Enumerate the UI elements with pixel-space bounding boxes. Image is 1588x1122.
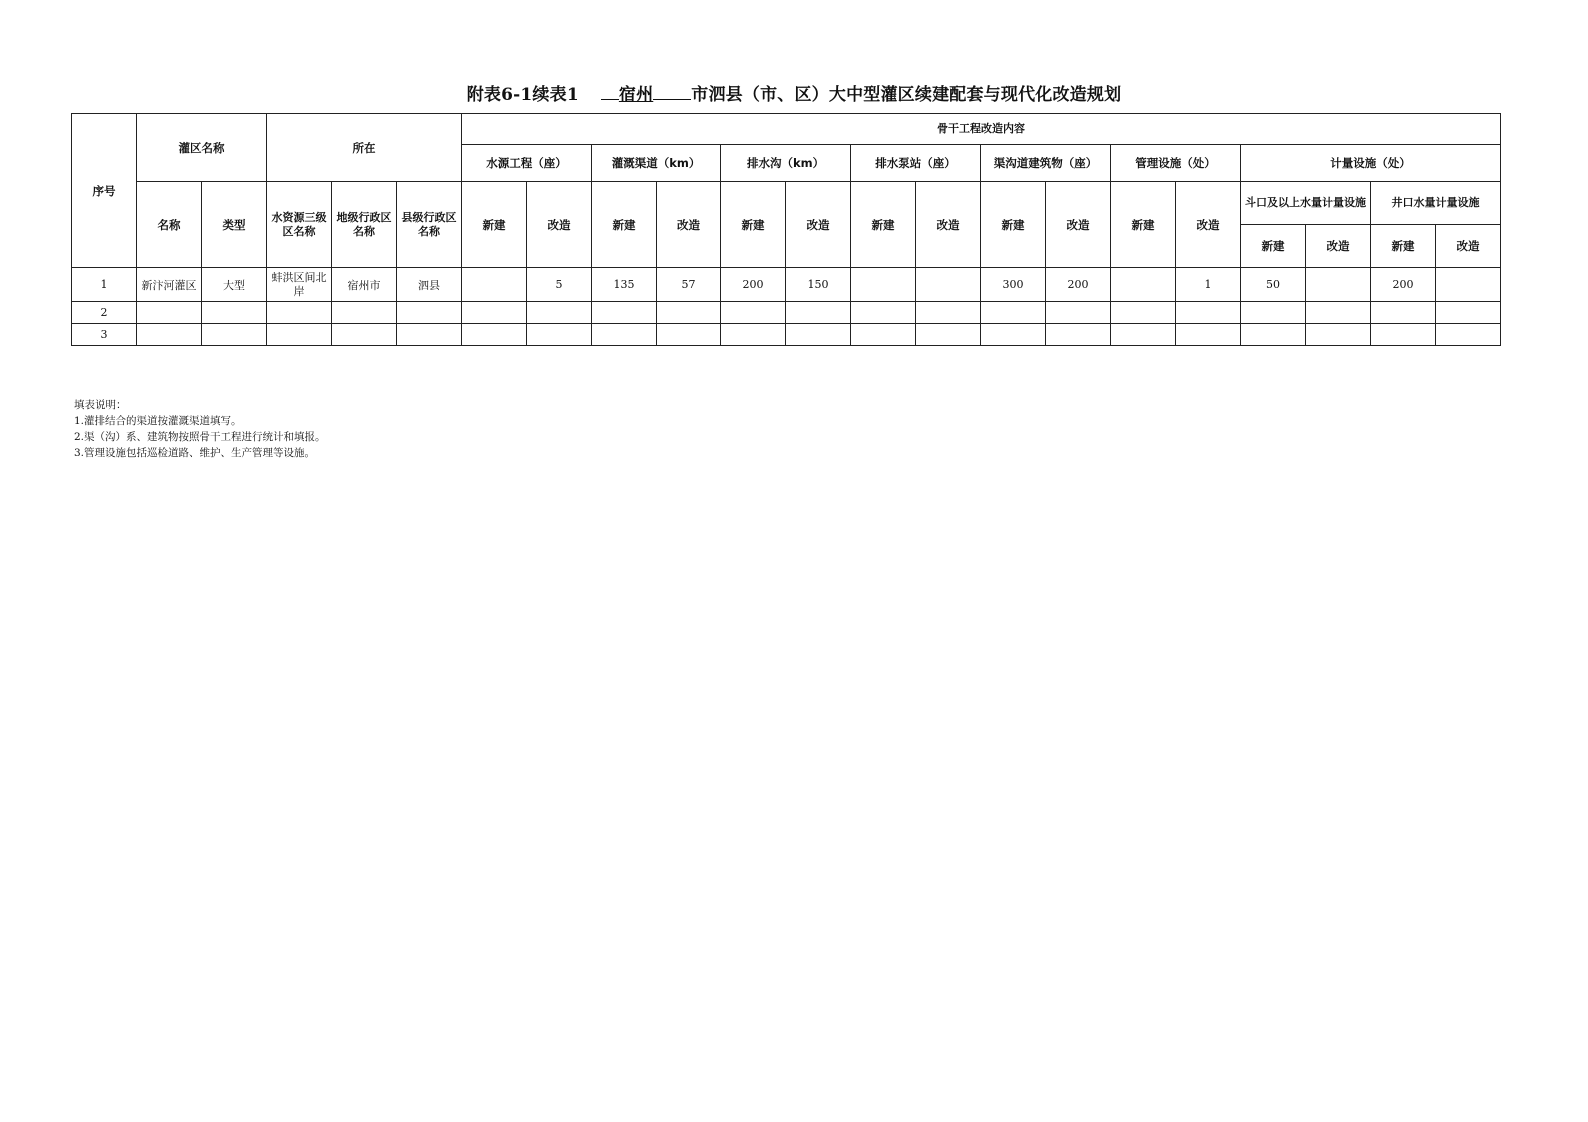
cell-ic-new	[592, 302, 657, 324]
cell-name	[137, 324, 202, 346]
cell-mg-new	[1111, 268, 1176, 302]
cell-mg-renovate	[1176, 324, 1241, 346]
cell-prefecture	[332, 302, 397, 324]
notes-heading: 填表说明：	[74, 399, 127, 411]
header-dp-new: 新建	[851, 182, 916, 268]
cell-dp-new	[851, 302, 916, 324]
cell-md-renovate	[1306, 324, 1371, 346]
header-irrigation-area-name: 灌区名称	[137, 114, 267, 182]
cell-county: 泗县	[397, 268, 462, 302]
header-md-new: 新建	[1241, 225, 1306, 268]
cell-prefecture: 宿州市	[332, 268, 397, 302]
header-dd-renovate: 改造	[786, 182, 851, 268]
cell-md-renovate	[1306, 268, 1371, 302]
cell-county	[397, 302, 462, 324]
header-water-source: 水源工程（座）	[462, 145, 592, 182]
cell-dd-renovate: 150	[786, 268, 851, 302]
plan-table	[71, 113, 1501, 346]
header-canal-buildings: 渠沟道建筑物（座）	[981, 145, 1111, 182]
header-drainage-pump: 排水泵站（座）	[851, 145, 981, 182]
cell-dp-new	[851, 268, 916, 302]
header-ws-new: 新建	[462, 182, 527, 268]
header-management: 管理设施（处）	[1111, 145, 1241, 182]
header-seq: 序号	[72, 114, 137, 268]
header-mw-renovate: 改造	[1436, 225, 1501, 268]
cell-seq: 2	[72, 302, 137, 324]
cell-ic-new	[592, 324, 657, 346]
cell-name	[137, 302, 202, 324]
header-prefecture-admin: 地级行政区名称	[332, 182, 397, 268]
note-item: 1.灌排结合的渠道按灌溉渠道填写。	[74, 415, 242, 427]
title-blank-right	[653, 99, 691, 100]
title-blank-left	[601, 99, 619, 100]
cell-dd-renovate	[786, 302, 851, 324]
cell-ws-renovate	[527, 302, 592, 324]
cell-mw-renovate	[1436, 302, 1501, 324]
cell-type	[202, 324, 267, 346]
cell-md-new: 50	[1241, 268, 1306, 302]
header-mw-new: 新建	[1371, 225, 1436, 268]
cell-ic-renovate	[657, 324, 721, 346]
cell-cb-renovate	[1046, 324, 1111, 346]
cell-seq: 1	[72, 268, 137, 302]
header-water-resource-zone: 水资源三级区名称	[267, 182, 332, 268]
cell-dp-renovate	[916, 324, 981, 346]
header-mg-renovate: 改造	[1176, 182, 1241, 268]
cell-cb-new	[981, 324, 1046, 346]
title-prefix: 附表6-1续表1	[466, 85, 579, 105]
cell-mg-new	[1111, 302, 1176, 324]
cell-mw-new	[1371, 324, 1436, 346]
cell-zone	[267, 302, 332, 324]
header-ic-renovate: 改造	[657, 182, 721, 268]
note-item: 2.渠（沟）系、建筑物按照骨干工程进行统计和填报。	[74, 431, 326, 443]
cell-ws-new	[462, 302, 527, 324]
cell-mw-renovate	[1436, 268, 1501, 302]
page-title	[0, 80, 1588, 105]
cell-mg-new	[1111, 324, 1176, 346]
cell-county	[397, 324, 462, 346]
cell-md-new	[1241, 302, 1306, 324]
header-metering-well: 井口水量计量设施	[1371, 182, 1501, 225]
cell-prefecture	[332, 324, 397, 346]
cell-dp-new	[851, 324, 916, 346]
cell-cb-renovate	[1046, 302, 1111, 324]
header-county-admin: 县级行政区名称	[397, 182, 462, 268]
header-dp-renovate: 改造	[916, 182, 981, 268]
header-md-renovate: 改造	[1306, 225, 1371, 268]
cell-mw-renovate	[1436, 324, 1501, 346]
header-mg-new: 新建	[1111, 182, 1176, 268]
cell-mg-renovate: 1	[1176, 268, 1241, 302]
cell-dd-new: 200	[721, 268, 786, 302]
title-city: 宿州	[618, 85, 654, 105]
header-metering: 计量设施（处）	[1241, 145, 1501, 182]
table-row	[72, 268, 1501, 302]
cell-ws-new	[462, 268, 527, 302]
cell-type	[202, 302, 267, 324]
cell-mg-renovate	[1176, 302, 1241, 324]
cell-ic-renovate: 57	[657, 268, 721, 302]
cell-dd-renovate	[786, 324, 851, 346]
cell-ic-renovate	[657, 302, 721, 324]
header-drainage-ditch: 排水沟（km）	[721, 145, 851, 182]
cell-mw-new	[1371, 302, 1436, 324]
cell-cb-renovate: 200	[1046, 268, 1111, 302]
header-dd-new: 新建	[721, 182, 786, 268]
cell-name: 新汴河灌区	[137, 268, 202, 302]
table-row	[72, 324, 1501, 346]
cell-cb-new	[981, 302, 1046, 324]
cell-ws-renovate: 5	[527, 268, 592, 302]
cell-dp-renovate	[916, 268, 981, 302]
cell-dd-new	[721, 302, 786, 324]
header-ws-renovate: 改造	[527, 182, 592, 268]
header-ic-new: 新建	[592, 182, 657, 268]
cell-ic-new: 135	[592, 268, 657, 302]
cell-dd-new	[721, 324, 786, 346]
cell-type: 大型	[202, 268, 267, 302]
title-suffix: 市泗县（市、区）大中型灌区续建配套与现代化改造规划	[691, 85, 1122, 105]
cell-zone	[267, 324, 332, 346]
header-location: 所在	[267, 114, 462, 182]
cell-zone: 蚌洪区间北岸	[267, 268, 332, 302]
header-name: 名称	[137, 182, 202, 268]
cell-md-new	[1241, 324, 1306, 346]
header-metering-dou: 斗口及以上水量计量设施	[1241, 182, 1371, 225]
cell-mw-new: 200	[1371, 268, 1436, 302]
cell-ws-new	[462, 324, 527, 346]
cell-cb-new: 300	[981, 268, 1046, 302]
note-item: 3.管理设施包括巡检道路、维护、生产管理等设施。	[74, 447, 316, 459]
table-row	[72, 302, 1501, 324]
cell-ws-renovate	[527, 324, 592, 346]
header-cb-new: 新建	[981, 182, 1046, 268]
cell-seq: 3	[72, 324, 137, 346]
filling-notes	[74, 397, 326, 461]
header-irrigation-canal: 灌溉渠道（km）	[592, 145, 721, 182]
header-cb-renovate: 改造	[1046, 182, 1111, 268]
cell-md-renovate	[1306, 302, 1371, 324]
header-type: 类型	[202, 182, 267, 268]
header-backbone-content: 骨干工程改造内容	[462, 114, 1501, 145]
cell-dp-renovate	[916, 302, 981, 324]
